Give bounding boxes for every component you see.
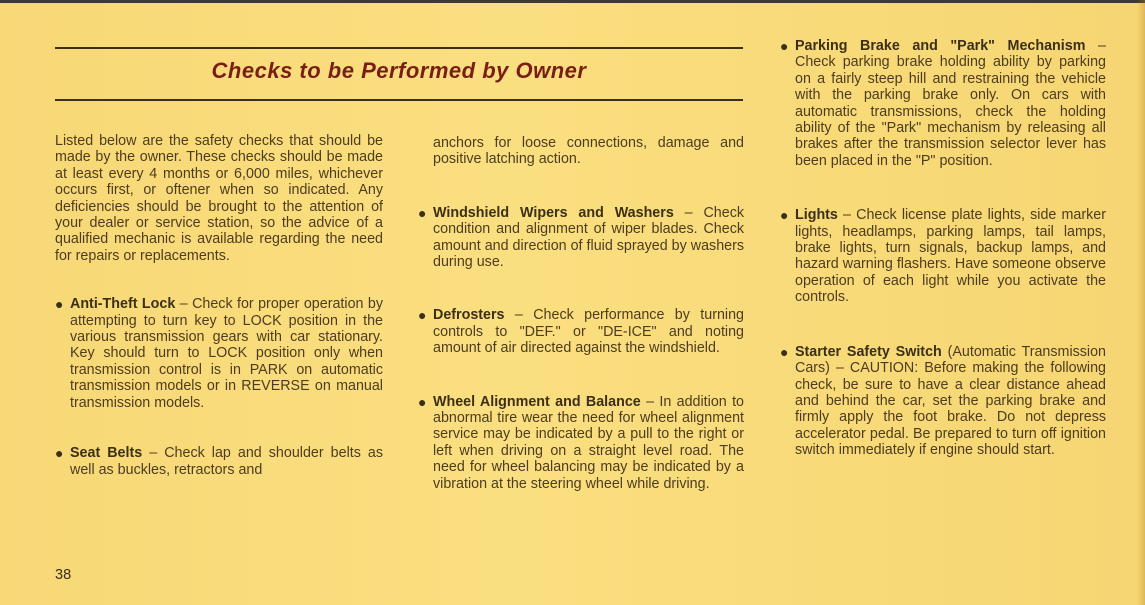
check-item-title: Defrosters [433,307,505,324]
check-item-title: Windshield Wipers and Washers [433,204,674,221]
bullet-icon: ● [780,38,789,54]
bullet-icon: ● [418,393,427,410]
check-item-text: – In addition to abnormal tire wear the need for wheel alignment service may be indicated by a pull to the right or left when driving on a straight level road. The need for wheel balancing may be indicated by a vibration at the steering wheel while driving. [433,393,744,492]
check-item-windshield-wipers [418,205,744,271]
heading-rule-top [55,47,743,49]
bullet-icon: ● [418,204,427,221]
heading-rule-bottom [55,99,743,101]
check-item-title: Starter Safety Switch [795,343,942,360]
column-right [780,38,1106,459]
check-item-title: Seat Belts [70,445,143,462]
page-right-edge [1137,0,1145,605]
page-top-edge [0,0,1145,3]
check-item-text: – Check performance by turning controls to "DEF." or "DE-ICE" and noting amount of air directed against the windshield. [433,307,744,357]
check-item-parking-brake [780,38,1106,169]
page-number: 38 [55,567,72,583]
check-item-starter-safety-switch [780,344,1106,459]
bullet-icon: ● [418,307,427,324]
bullet-icon: ● [55,445,64,462]
page-heading: Checks to be Performed by Owner [211,58,587,83]
check-item-seat-belts [55,445,383,478]
seat-belts-continued: anchors for loose connections, damage and positive latching action. [433,135,744,168]
check-item-wheel-alignment [418,394,744,492]
check-item-lights [780,207,1106,305]
check-item-title: Lights [795,207,838,224]
bullet-icon: ● [780,207,789,224]
check-item-text: – Check parking brake holding ability by parking on a fairly steep hill and restraining the vehicle with the parking brake only. On cars with automatic transmissions, check the holding ability of the "Park" mechanism by releasing all brakes after the transmission selector lever has been placed in the "P" position. [795,38,1106,169]
column-middle [418,135,744,492]
check-item-defrosters [418,307,744,356]
intro-paragraph: Listed below are the safety checks that should be made by the owner. These checks should be made at least every 4 months or 6,000 miles, whichever occurs first, or oftener when so indicated. Any deficiencies should be brought to the attention of your dealer or service station, so the advice of a qualified mechanic is available regarding the need for repairs or replacements. [55,133,383,264]
bullet-icon: ● [55,296,64,313]
check-item-title: Wheel Alignment and Balance [433,393,641,410]
check-item-text: – Check license plate lights, side marker lights, headlamps, parking lamps, tail lamps, brake lights, turn signals, backup lamps, and hazard warning flashers. Have someone observe operation of each light while you activate the controls. [795,207,1106,306]
check-item-text: – Check condition and alignment of wiper blades. Check amount and direction of fluid sprayed by washers during use. [433,204,745,271]
check-item-text: – Check lap and shoulder belts as well as buckles, retractors and [70,445,383,478]
check-item-title: Parking Brake and "Park" Mechanism [795,38,1086,54]
check-item-title: Anti-Theft Lock [70,296,176,313]
check-item-text: (Automatic Transmission Cars) – CAUTION: Before making the following check, be sure to have a clear distance ahead and behind the car, set the parking brake and firmly apply the foot brake. Do not depress accelerator pedal. Be prepared to turn off ignition switch immediately if engine should start. [795,343,1106,459]
check-item-text: – Check for proper operation by attempting to turn key to LOCK position in the various transmission gears with car stationary. Key should turn to LOCK position only when transmission control is in PARK on automatic transmission models or in REVERSE on manual transmission models. [70,296,383,411]
column-left [55,133,383,478]
bullet-icon: ● [780,343,789,360]
check-item-anti-theft-lock [55,296,383,411]
